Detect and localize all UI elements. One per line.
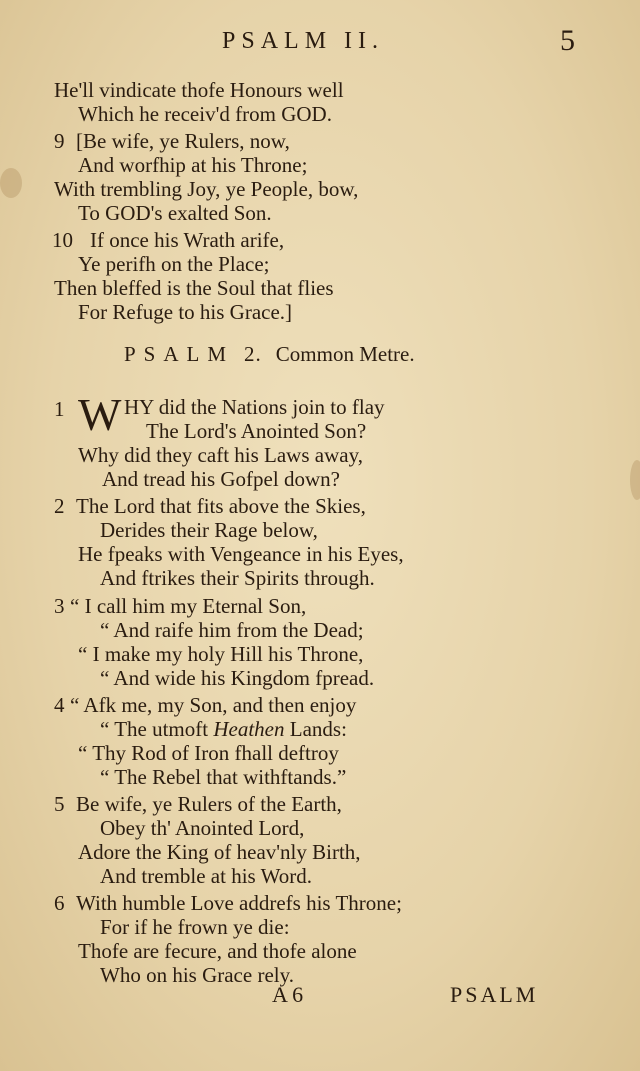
verse-line: For if he frown ye die: [100, 915, 290, 939]
verse-line: “ Thy Rod of Iron fhall deftroy [78, 741, 339, 765]
verse-line: “ I call him my Eternal Son, [70, 594, 307, 618]
verse-line: Derides their Rage below, [100, 518, 318, 542]
verse-line: [Be wife, ye Rulers, now, [76, 129, 290, 153]
verse-line: “ Afk me, my Son, and then enjoy [70, 693, 357, 717]
psalm-number: 2. [244, 342, 262, 366]
verse-line: Which he receiv'd from GOD. [78, 102, 332, 126]
psalm-label: PSALM [124, 342, 235, 366]
verse-line: Adore the King of heav'nly Birth, [78, 840, 361, 864]
verse-line: The Lord's Anointed Son? [146, 419, 367, 443]
verse-line: HY did the Nations join to flay [124, 395, 385, 419]
running-title: PSALM II. [222, 28, 385, 54]
verse-number: 6 [54, 891, 65, 915]
verse-text: “ The utmoft [100, 717, 209, 741]
verse-line: Who on his Grace rely. [100, 963, 294, 987]
verse-line: “ And wide his Kingdom fpread. [100, 666, 375, 690]
italic-word: Heathen [213, 717, 285, 741]
verse-line: For Refuge to his Grace.] [78, 300, 293, 324]
verse-line: Then bleffed is the Soul that flies [54, 276, 334, 300]
drop-cap: W [78, 389, 122, 440]
verse-number: 4 [54, 693, 65, 717]
verse-line: Why did they caft his Laws away, [78, 443, 363, 467]
verse-line [100, 717, 347, 741]
verse-line: He'll vindicate thofe Honours well [54, 78, 344, 102]
verse-line: Be wife, ye Rulers of the Earth, [76, 792, 342, 816]
verse-line: “ And raife him from the Dead; [100, 618, 364, 642]
verse-number: 9 [54, 129, 65, 153]
verse-line: Obey th' Anointed Lord, [100, 816, 305, 840]
verse-line: And tread his Gofpel down? [102, 467, 340, 491]
verse-line: “ I make my holy Hill his Throne, [78, 642, 364, 666]
verse-number: 5 [54, 792, 65, 816]
running-header [0, 24, 640, 58]
catchword: PSALM [450, 982, 539, 1007]
verse-text: Lands: [289, 717, 347, 741]
verse-line: Ye perifh on the Place; [78, 252, 270, 276]
verse-line: He fpeaks with Vengeance in his Eyes, [78, 542, 404, 566]
verse-number: 1 [54, 397, 65, 421]
verse-line: And ftrikes their Spirits through. [100, 566, 375, 590]
verse-line: With humble Love addrefs his Throne; [76, 891, 402, 915]
signature-mark: A 6 [272, 982, 304, 1007]
verse-line: If once his Wrath arife, [90, 228, 285, 252]
verse-line: And worfhip at his Throne; [78, 153, 308, 177]
verse-line: The Lord that fits above the Skies, [76, 494, 366, 518]
psalm-subheading [124, 342, 415, 367]
verse-line: With trembling Joy, ye People, bow, [54, 177, 359, 201]
verse-line: To GOD's exalted Son. [78, 201, 272, 225]
paper-stain [0, 168, 22, 198]
paper-stain [630, 460, 640, 500]
page-number: 5 [560, 24, 575, 57]
verse-line: “ The Rebel that withftands.” [100, 765, 347, 789]
verse-line: And tremble at his Word. [100, 864, 312, 888]
verse-number: 10 [52, 228, 73, 252]
verse-number: 2 [54, 494, 65, 518]
verse-line: Thofe are fecure, and thofe alone [78, 939, 357, 963]
verse-number: 3 [54, 594, 65, 618]
metre-label: Common Metre. [275, 342, 415, 366]
